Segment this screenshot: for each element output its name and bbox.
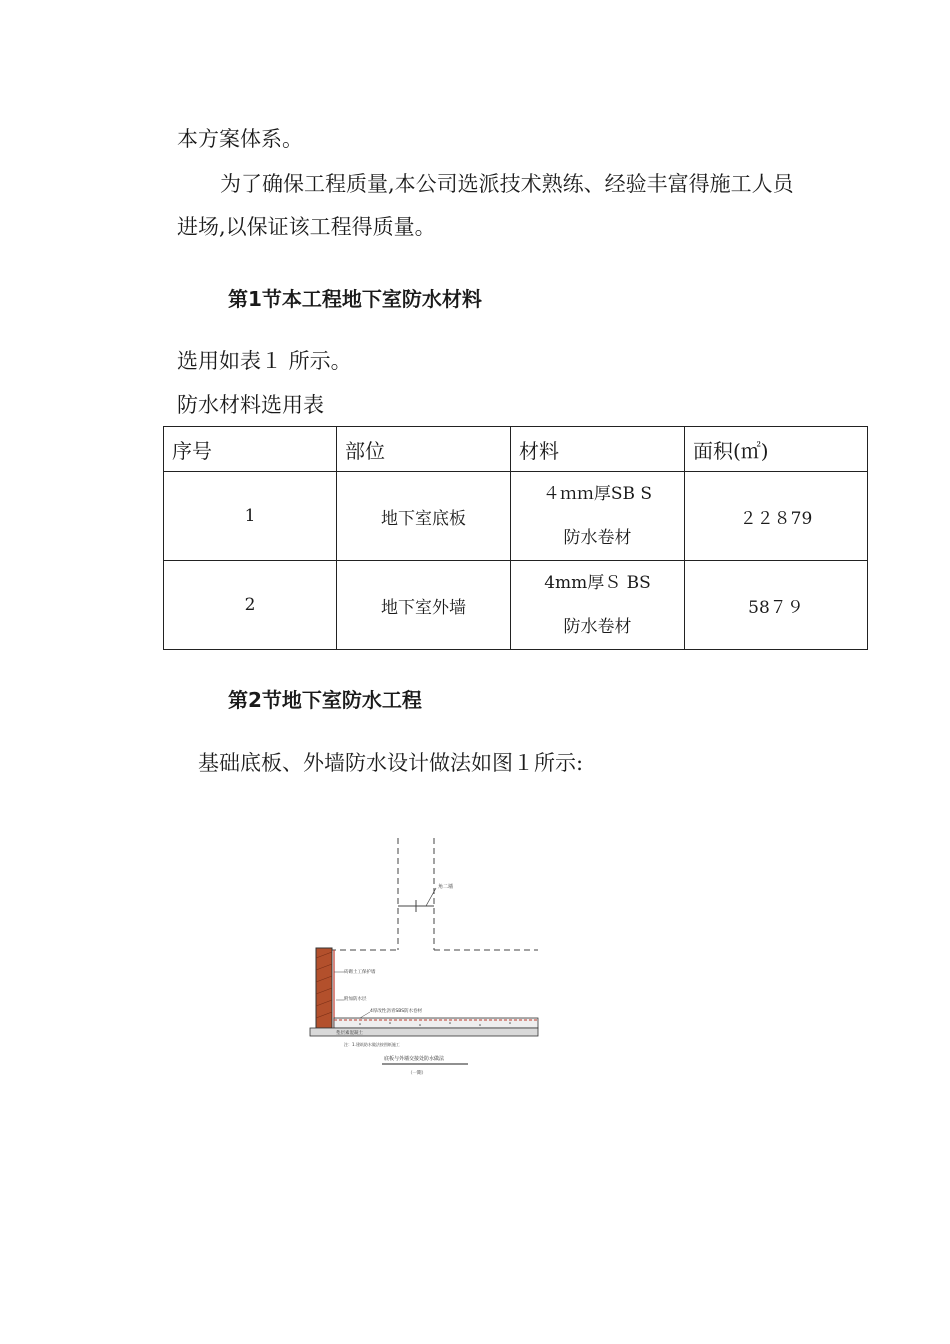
label-protect: 砖砌土工保护墙	[344, 970, 376, 975]
header-no: 序号	[164, 427, 337, 472]
header-area: 面积(㎡)	[685, 427, 868, 472]
label-base: 垫层素混凝土	[336, 1031, 363, 1036]
material-line-2: 防水卷材	[563, 617, 632, 637]
leader-membrane	[360, 1012, 370, 1018]
figure-note: 注：1.建筑防水做法按图纸施工	[344, 1042, 400, 1047]
header-material: 材料	[511, 427, 685, 472]
cell-part: 地下室底板	[337, 472, 511, 561]
waterproof-detail-figure	[300, 828, 550, 1080]
brick-wall	[316, 948, 332, 1028]
material-line-1: 4mm厚Ｓ BS	[544, 573, 651, 593]
cell-area: 58７９	[685, 561, 868, 650]
cell-no: 1	[164, 472, 337, 561]
figure-caption: 底板与外墙交接处防水做法	[384, 1056, 445, 1062]
section-1-title: 第1节本工程地下室防水材料	[228, 287, 482, 311]
header-part: 部位	[337, 427, 511, 472]
cell-area: ２２８79	[685, 472, 868, 561]
text-line-1: 本方案体系。	[177, 127, 303, 151]
label-membrane: 4厚改性沥青SBS防水卷材	[370, 1009, 423, 1014]
label-add: 附加防水层	[344, 997, 367, 1002]
table-header-row	[164, 427, 868, 472]
cell-no: 2	[164, 561, 337, 650]
section-2-text: 基础底板、外墙防水设计做法如图１所示:	[198, 751, 584, 775]
table-row	[164, 472, 868, 561]
cell-material	[511, 561, 685, 650]
material-line-2: 防水卷材	[563, 528, 632, 548]
materials-table	[163, 426, 868, 650]
section-1-text: 选用如表１ 所示。	[177, 349, 352, 373]
figure-caption-sub: （一期）	[408, 1071, 426, 1076]
material-line-1: ４ｍｍ厚SB S	[542, 484, 653, 504]
paragraph-2-line-1: 为了确保工程质量,本公司选派技术熟练、经验丰富得施工人员	[220, 172, 794, 196]
label-wall: 角二墙	[438, 884, 454, 890]
cell-material	[511, 472, 685, 561]
table-row	[164, 561, 868, 650]
section-2-title: 第2节地下室防水工程	[228, 688, 422, 712]
cell-part: 地下室外墙	[337, 561, 511, 650]
table-caption: 防水材料选用表	[177, 393, 324, 417]
paragraph-2-line-2: 进场,以保证该工程得质量。	[177, 215, 436, 239]
